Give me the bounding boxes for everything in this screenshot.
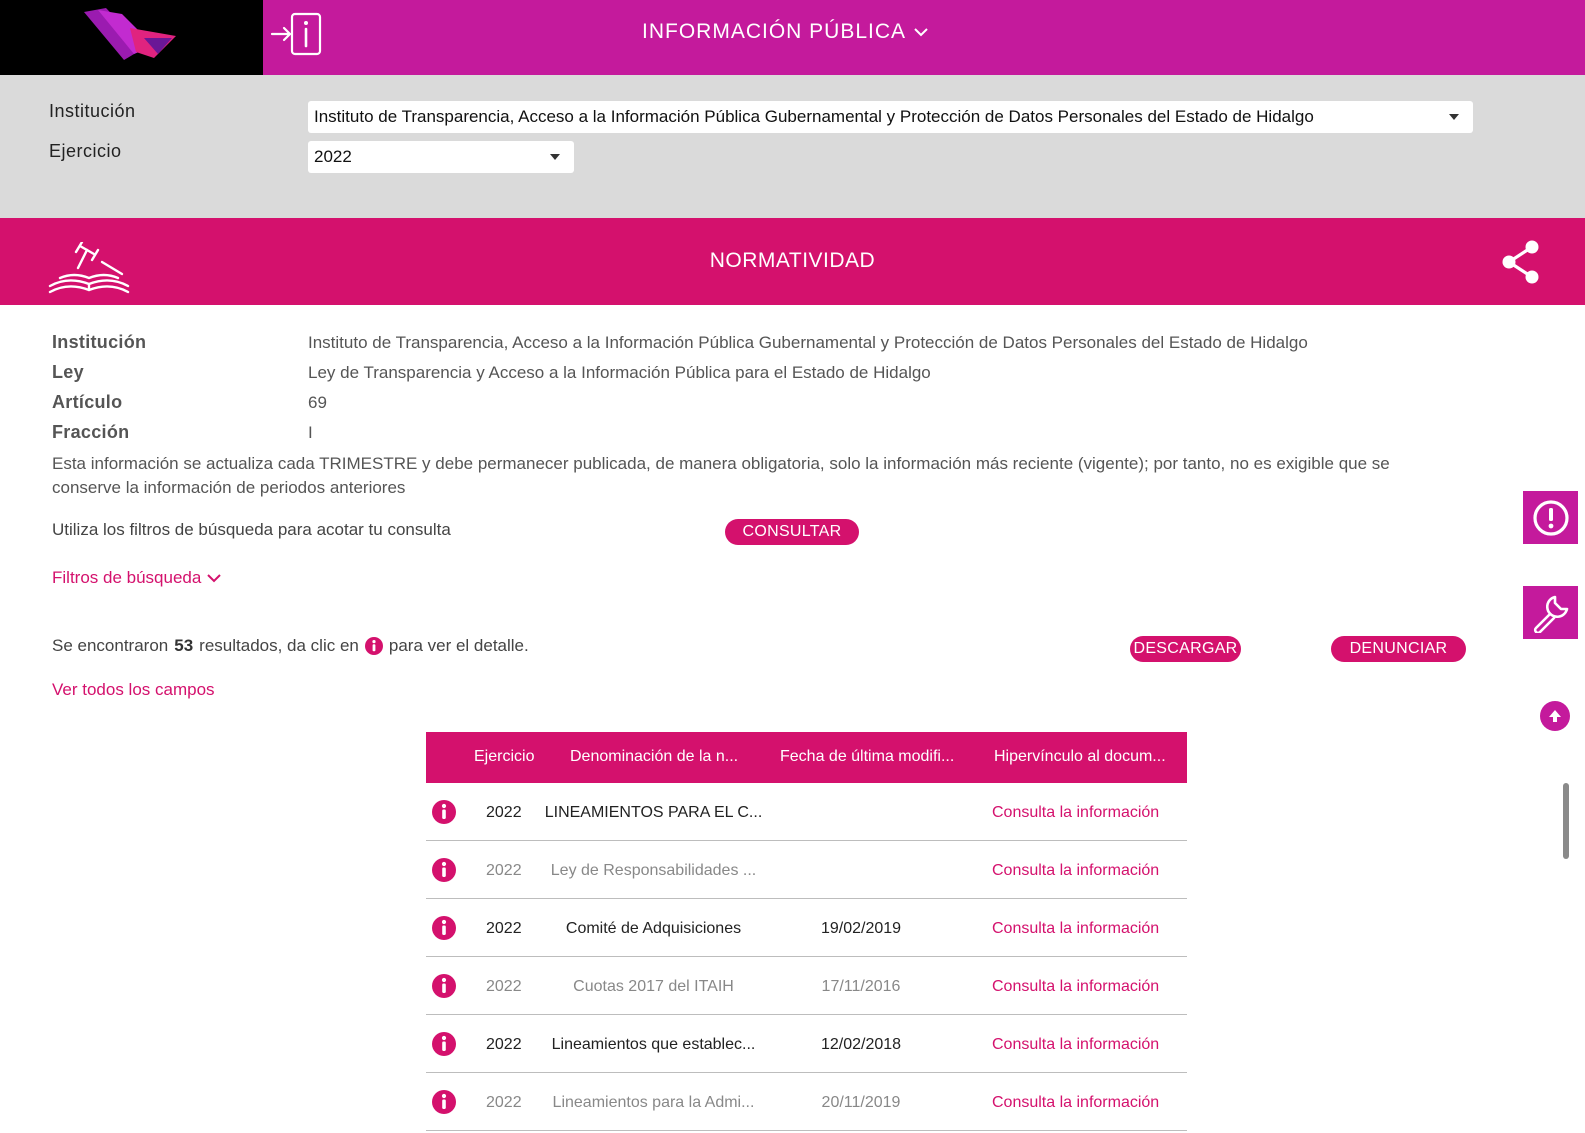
info-icon[interactable] [432,858,456,882]
consulta-link[interactable]: Consulta la información [992,804,1160,821]
ley-value: Ley de Transparencia y Acceso a la Información Pública para el Estado de Hidalgo [308,363,931,382]
consultar-button[interactable]: CONSULTAR [725,519,859,545]
info-icon[interactable] [432,974,456,998]
column-header-fecha[interactable]: Fecha de última modifi... [780,748,955,765]
institucion-select[interactable] [308,101,1473,133]
table-row [426,783,1187,841]
cell-fecha: 19/02/2019 [820,920,902,937]
consulta-link[interactable]: Consulta la información [992,978,1160,995]
logo[interactable] [0,0,263,75]
alert-button[interactable] [1523,491,1578,544]
ejercicio-select-value: 2022 [314,147,352,166]
articulo-label: Artículo [52,392,123,412]
cell-fecha: 20/11/2019 [821,1094,901,1111]
cell-ejercicio: 2022 [486,978,522,995]
cell-denominacion: Lineamientos para la Admi... [552,1094,755,1111]
caret-down-icon [550,154,560,160]
results-prefix: Se encontraron [52,636,169,655]
results-middle: resultados, da clic en [199,636,359,655]
arrow-up-icon [1548,709,1562,723]
cell-denominacion: Cuotas 2017 del ITAIH [573,978,734,995]
cell-ejercicio: 2022 [486,804,522,821]
ejercicio-filter-label: Ejercicio [49,141,122,161]
institucion-label: Institución [52,332,147,352]
scrollbar-thumb[interactable] [1563,783,1569,859]
chevron-down-icon [207,573,221,583]
filter-area [0,75,1585,218]
info-icon[interactable] [432,1090,456,1114]
table-row [426,899,1187,957]
ejercicio-select[interactable] [308,141,574,173]
denunciar-button[interactable]: DENUNCIAR [1331,636,1466,662]
cell-ejercicio: 2022 [486,920,522,937]
see-all-fields-link[interactable]: Ver todos los campos [52,680,215,699]
info-icon[interactable] [432,800,456,824]
fraccion-value: I [308,423,313,442]
logo-icon [84,8,176,60]
update-description: Esta información se actualiza cada TRIMESTRE y debe permanecer publicada, de manera obligatoria, solo la información más reciente (vigente); por tanto, no es exigible que se conserve la información de periodos anteriores [52,454,1390,497]
table-row [426,1015,1187,1073]
share-icon[interactable] [1501,240,1541,289]
cell-denominacion: Comité de Adquisiciones [565,920,742,937]
search-filters-toggle[interactable] [52,568,221,588]
top-bar [0,0,1585,75]
info-icon[interactable] [432,916,456,940]
chevron-down-icon [914,27,928,37]
results-count: 53 [174,636,194,655]
cell-ejercicio: 2022 [486,1036,522,1053]
caret-down-icon [1449,114,1459,120]
institucion-value: Instituto de Transparencia, Acceso a la Información Pública Gubernamental y Protección de Datos Personales del Estado de Hidalgo [308,333,1308,352]
tools-button[interactable] [1523,586,1578,639]
fraccion-label: Fracción [52,422,130,442]
table-row [426,841,1187,899]
consulta-link[interactable]: Consulta la información [992,862,1160,879]
consulta-link[interactable]: Consulta la información [992,920,1160,937]
cell-denominacion: Lineamientos que establec... [551,1036,756,1053]
table-row [426,957,1187,1015]
cell-denominacion: Ley de Responsabilidades ... [550,862,757,879]
consulta-link[interactable]: Consulta la información [992,1094,1160,1111]
results-table [426,732,1187,1131]
cell-fecha: 12/02/2018 [820,1036,902,1053]
info-icon [365,637,383,655]
institucion-filter-label: Institución [49,101,136,121]
cell-fecha: 17/11/2016 [821,978,901,995]
scroll-to-top-button[interactable] [1540,701,1570,731]
login-info-icon[interactable] [270,10,326,58]
column-header-ejercicio[interactable]: Ejercicio [474,748,535,765]
descargar-button[interactable]: DESCARGAR [1130,636,1241,662]
institucion-select-value: Instituto de Transparencia, Acceso a la Información Pública Gubernamental y Protección de Datos Personales del Estado de Hidalgo [314,107,1314,126]
column-header-hipervinculo[interactable]: Hipervínculo al docum... [994,748,1166,765]
results-summary [52,636,529,656]
articulo-value: 69 [308,393,327,412]
cell-ejercicio: 2022 [486,1094,522,1111]
informacion-publica-label: INFORMACIÓN PÚBLICA [642,20,907,43]
informacion-publica-menu[interactable] [642,20,928,44]
column-header-denominacion[interactable]: Denominación de la n... [570,748,739,765]
search-hint: Utiliza los filtros de búsqueda para acotar tu consulta [52,520,451,539]
ley-label: Ley [52,362,84,382]
results-suffix: para ver el detalle. [388,636,529,655]
alert-icon [1532,499,1570,537]
info-icon[interactable] [432,1032,456,1056]
wrench-icon [1531,593,1571,633]
consulta-link[interactable]: Consulta la información [992,1036,1160,1053]
table-header [426,732,1187,783]
search-filters-label: Filtros de búsqueda [52,568,202,587]
table-row [426,1073,1187,1131]
section-header [0,218,1585,305]
cell-denominacion: LINEAMIENTOS PARA EL C... [544,804,763,821]
cell-ejercicio: 2022 [486,862,522,879]
section-title: NORMATIVIDAD [709,249,876,272]
